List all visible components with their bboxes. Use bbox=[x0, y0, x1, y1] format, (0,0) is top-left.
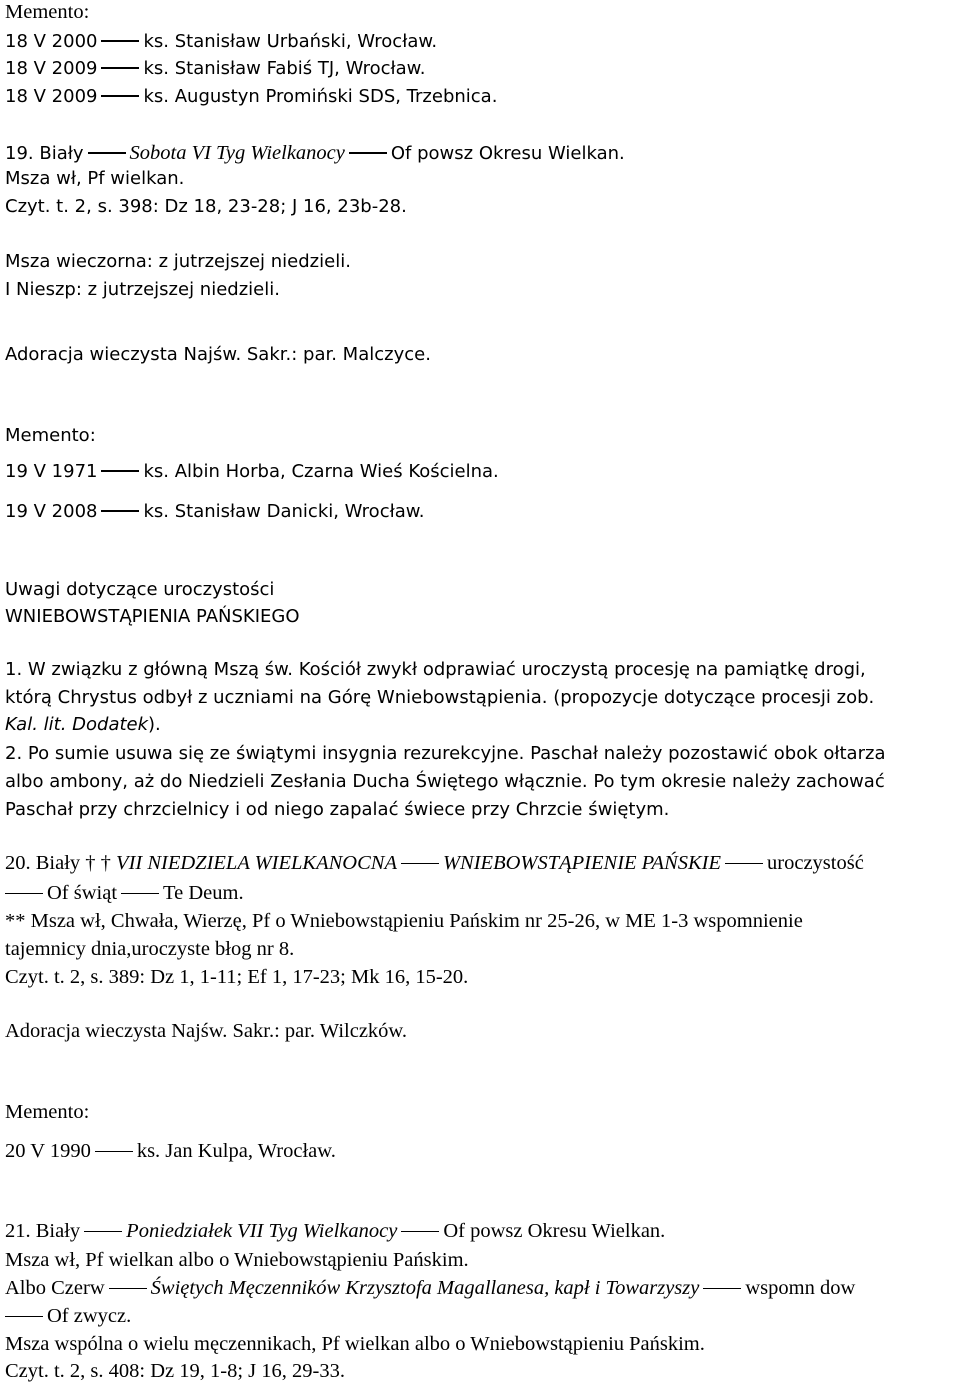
em-dash bbox=[101, 470, 139, 471]
memento-entry bbox=[5, 88, 497, 106]
em-dash bbox=[703, 1288, 741, 1289]
memento-heading: Memento: bbox=[5, 1101, 90, 1123]
em-dash bbox=[101, 67, 139, 68]
memento-date: 19 V 2008 bbox=[5, 501, 98, 522]
liturgical-day: Sobota VI Tyg Wielkanocy bbox=[129, 142, 345, 164]
em-dash bbox=[101, 95, 139, 96]
note-2-line-3: Paschał przy chrzcielnicy i od niego zapalać świece przy Chrzcie świętym. bbox=[5, 799, 670, 820]
memento-entry bbox=[5, 60, 425, 78]
note-1-cont: Kościół zwykł odprawiać uroczystą procesję na pamiątkę drogi, bbox=[298, 659, 866, 680]
punct: ). bbox=[148, 714, 161, 735]
memento-date: 18 V 2009 bbox=[5, 58, 98, 79]
rank: uroczystość bbox=[767, 852, 864, 874]
em-dash bbox=[121, 893, 159, 894]
em-dash bbox=[5, 1316, 43, 1317]
alternative-memorial bbox=[5, 1278, 855, 1299]
memento-date: 18 V 2000 bbox=[5, 31, 98, 52]
em-dash bbox=[101, 40, 139, 41]
readings: Czyt. t. 2, s. 398: Dz 18, 23-28; J 16, 23b-28. bbox=[5, 196, 407, 217]
saints-name: Świętych Męczenników Krzysztofa Magallanesa, kapł i Towarzyszy bbox=[150, 1277, 700, 1299]
day-20-heading bbox=[5, 853, 864, 874]
office: Of świąt bbox=[47, 882, 118, 904]
note-2-cont: Paschał należy pozostawić obok ołtarza bbox=[530, 743, 886, 764]
readings: Czyt. t. 2, s. 408: Dz 19, 1-8; J 16, 29-33. bbox=[5, 1360, 345, 1382]
readings: Czyt. t. 2, s. 389: Dz 1, 1-11; Ef 1, 17-23; Mk 16, 15-20. bbox=[5, 966, 469, 988]
adoration: Adoracja wieczysta Najśw. Sakr.: par. Wilczków. bbox=[5, 1020, 408, 1042]
common-mass: Msza wspólna o wielu męczennikach, Pf wielkan albo o Wniebowstąpieniu Pańskim. bbox=[5, 1333, 705, 1355]
em-dash bbox=[401, 863, 439, 864]
memento-heading: Memento: bbox=[5, 425, 96, 446]
memento-text: ks. Stanisław Danicki, Wrocław. bbox=[143, 501, 425, 522]
note-2-start: 2. Po sumie usuwa się ze świątymi insygnia rezurekcyjne. bbox=[5, 743, 525, 764]
mass-info: Msza wł, Pf wielkan. bbox=[5, 168, 185, 189]
mass-info: Msza wł, Pf wielkan albo o Wniebowstąpieniu Pańskim. bbox=[5, 1249, 469, 1271]
day-color: 20. Biały † † bbox=[5, 852, 111, 874]
notes-title: Uwagi dotyczące uroczystości bbox=[5, 579, 275, 600]
evening-mass: Msza wieczorna: z jutrzejszej niedzieli. bbox=[5, 251, 351, 272]
memento-entry bbox=[5, 503, 425, 521]
office: Of zwycz. bbox=[47, 1305, 132, 1327]
memento-date: 19 V 1971 bbox=[5, 461, 98, 482]
day-19-heading bbox=[5, 143, 625, 164]
em-dash bbox=[401, 1231, 439, 1232]
day-21-heading bbox=[5, 1221, 665, 1242]
office: Of powsz Okresu Wielkan. bbox=[443, 1220, 666, 1242]
em-dash bbox=[95, 1151, 133, 1152]
memento-text: ks. Albin Horba, Czarna Wieś Kościelna. bbox=[143, 461, 499, 482]
note-1-start: 1. W związku z główną Mszą św. bbox=[5, 659, 293, 680]
feast-name: WNIEBOWSTĄPIENIE PAŃSKIE bbox=[442, 852, 722, 874]
memento-text: ks. Jan Kulpa, Wrocław. bbox=[136, 1140, 336, 1162]
em-dash bbox=[101, 510, 139, 511]
note-1-line-2: którą Chrystus odbył z uczniami na Górę Wniebowstąpienia. (propozycje dotyczące procesji zob. bbox=[5, 687, 875, 708]
memento-entry bbox=[5, 463, 499, 481]
office: Of powsz Okresu Wielkan. bbox=[390, 143, 625, 164]
note-1 bbox=[5, 661, 866, 679]
memento-date: 18 V 2009 bbox=[5, 86, 98, 107]
em-dash bbox=[88, 152, 126, 153]
te-deum: Te Deum. bbox=[163, 882, 244, 904]
alt-office bbox=[5, 1306, 131, 1327]
day-color: 21. Biały bbox=[5, 1220, 81, 1242]
day-color: 19. Biały bbox=[5, 143, 84, 164]
reference: Kal. lit. Dodatek bbox=[5, 714, 149, 735]
memento-entry bbox=[5, 33, 437, 51]
liturgical-day: Poniedziałek VII Tyg Wielkanocy bbox=[126, 1220, 398, 1242]
alt-color: Albo Czerw bbox=[5, 1277, 105, 1299]
note-2-line-2: albo ambony, aż do Niedzieli Zesłania Ducha Świętego włącznie. Po tym okresie należy zachować bbox=[5, 771, 885, 792]
memento-entry bbox=[5, 1141, 336, 1162]
adoration: Adoracja wieczysta Najśw. Sakr.: par. Malczyce. bbox=[5, 344, 431, 365]
em-dash bbox=[109, 1288, 147, 1289]
rank: wspomn dow bbox=[745, 1277, 856, 1299]
memento-text: ks. Stanisław Fabiś TJ, Wrocław. bbox=[143, 58, 426, 79]
memento-heading: Memento: bbox=[5, 1, 90, 23]
memento-text: ks. Stanisław Urbański, Wrocław. bbox=[143, 31, 438, 52]
em-dash bbox=[725, 863, 763, 864]
notes-title-feast: WNIEBOWSTĄPIENIA PAŃSKIEGO bbox=[5, 606, 300, 627]
em-dash bbox=[5, 893, 43, 894]
vespers: I Nieszp: z jutrzejszej niedzieli. bbox=[5, 279, 280, 300]
liturgical-day: VII NIEDZIELA WIELKANOCNA bbox=[116, 852, 397, 874]
mass-info-line-2: tajemnicy dnia,uroczyste błog nr 8. bbox=[5, 938, 295, 960]
memento-date: 20 V 1990 bbox=[5, 1140, 91, 1162]
em-dash bbox=[349, 152, 387, 153]
mass-info: ** Msza wł, Chwała, Wierzę, Pf o Wniebowstąpieniu Pańskim nr 25-26, w ME 1-3 wspomnienie bbox=[5, 910, 803, 932]
note-1-line-3 bbox=[5, 716, 161, 734]
day-20-office bbox=[5, 883, 244, 904]
em-dash bbox=[84, 1231, 122, 1232]
memento-text: ks. Augustyn Promiński SDS, Trzebnica. bbox=[143, 86, 498, 107]
note-2 bbox=[5, 745, 885, 763]
